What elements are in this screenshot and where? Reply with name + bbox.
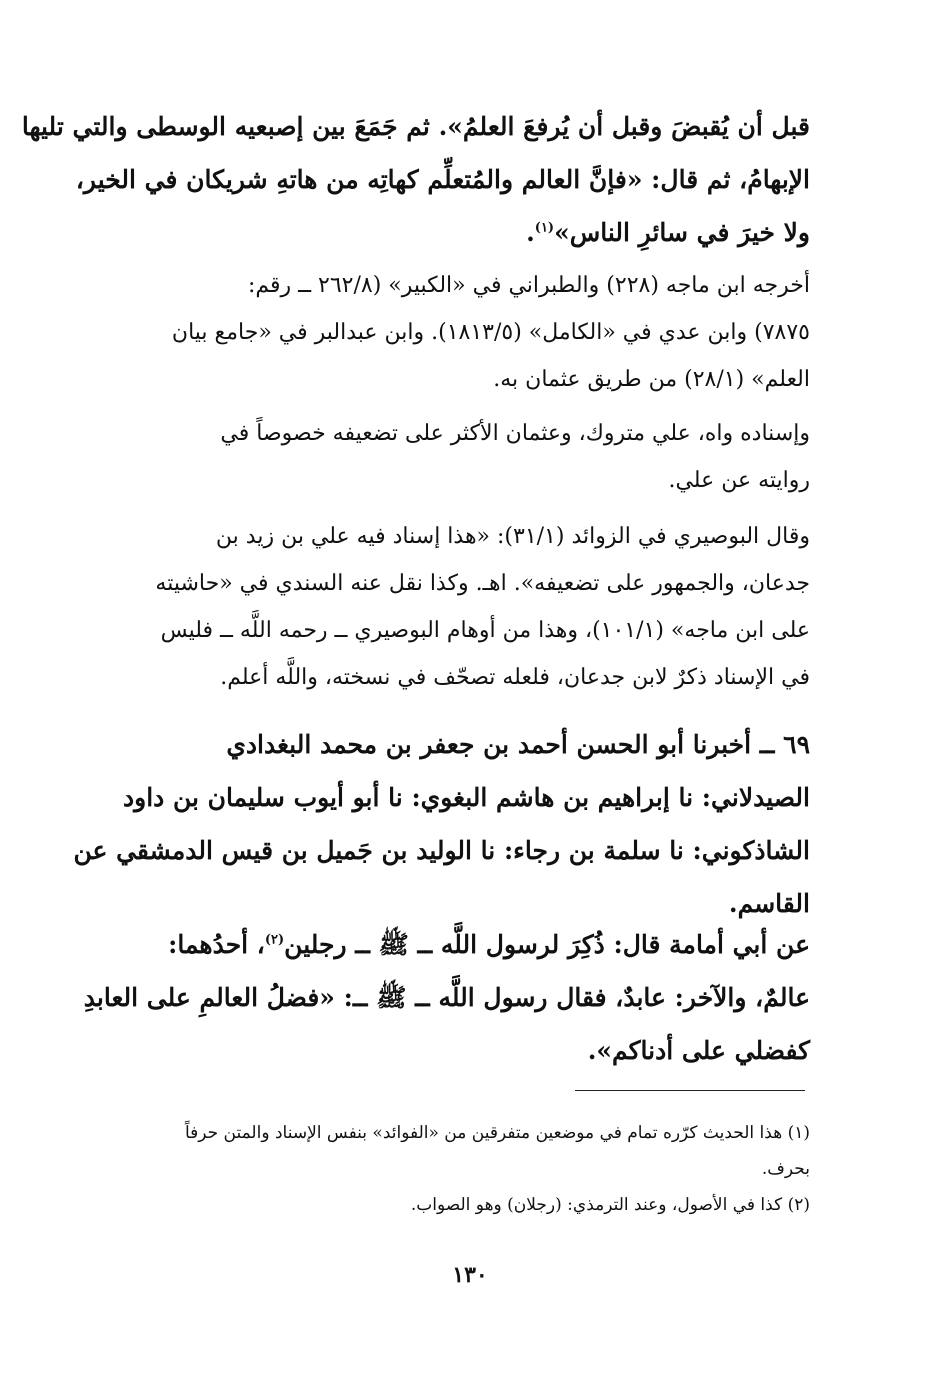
text-line: قبل أن يُقبضَ وقبل أن يُرفعَ العلمُ». ثم جَمَعَ بين إصبعيه الوسطى والتي تليها [21, 112, 810, 141]
footnote-marker: (٢) [264, 932, 285, 948]
text-line: جدعان، والجمهور على تضعيفه». اهـ. وكذا نقل عنه السندي في «حاشيته [155, 571, 810, 596]
text-line: وقال البوصيري في الزوائد (٣١/١): «هذا إسناد فيه علي بن زيد بن [215, 524, 810, 549]
hadith-text-continuation [21, 100, 810, 259]
footnotes [120, 1115, 810, 1223]
text-line: ٧٨٧٥) وابن عدي في «الكامل» (١٨١٣/٥). وابن عبدالبر في «جامع بيان [171, 320, 810, 345]
text-line: كفضلي على أدناكم». [587, 1036, 810, 1065]
text-span: ولا خيرَ في سائرِ الناس» [554, 218, 810, 247]
isnad-grading-paragraph [120, 410, 810, 504]
text-span: عن أبي أمامة قال: ذُكِرَ لرسول اللَّه ــ ﷺ ــ رجلين [284, 930, 810, 959]
text-line: روايته عن علي. [668, 468, 810, 493]
text-line: عالمٌ، والآخر: عابدٌ، فقال رسول اللَّه ــ ﷺ ــ: «فضلُ العالمِ على العابدِ [83, 983, 810, 1012]
hadith-69-matn [83, 918, 810, 1077]
text-line: على ابن ماجه» (١٠١/١)، وهذا من أوهام البوصيري ــ رحمه اللَّه ــ فليس [160, 618, 810, 643]
page-number: ١٣٠ [452, 1262, 488, 1288]
text-line [120, 918, 810, 971]
text-line: وإسناده واه، علي متروك، وعثمان الأكثر على تضعيفه خصوصاً في [220, 421, 810, 446]
footnote-separator [575, 1090, 805, 1091]
footnote-marker: (١) [534, 220, 555, 236]
text-span: . [526, 218, 535, 247]
text-line: ٦٩ ــ أخبرنا أبو الحسن أحمد بن جعفر بن محمد البغدادي [226, 730, 810, 759]
footnote-line: (٢) كذا في الأصول، وعند الترمذي: (رجلان) وهو الصواب. [410, 1195, 810, 1215]
text-line: أخرجه ابن ماجه (٢٢٨) والطبراني في «الكبير» (٢٦٢/٨ ــ رقم: [247, 273, 810, 298]
text-span: ، أحدُهما: [168, 930, 265, 959]
text-line: القاسم. [728, 889, 810, 918]
text-line: الصيدلاني: نا إبراهيم بن هاشم البغوي: نا أبو أيوب سليمان بن داود [123, 783, 810, 812]
text-line [120, 206, 810, 259]
text-line: العلم» (٢٨/١) من طريق عثمان به. [493, 367, 810, 392]
text-line: في الإسناد ذكرٌ لابن جدعان، فلعله تصحّف في نسخته، واللَّه أعلم. [220, 665, 810, 690]
text-line: الشاذكوني: نا سلمة بن رجاء: نا الوليد بن جَميل بن قيس الدمشقي عن [73, 836, 810, 865]
text-line: الإبهامُ، ثم قال: «فإنَّ العالم والمُتعلِّم كهاتِه من هاتهِ شريكان في الخير، [75, 165, 810, 194]
takhrij-paragraph [120, 262, 810, 403]
busiri-paragraph [120, 513, 810, 701]
footnote-line: بحرف. [761, 1159, 810, 1179]
footnote-line: (١) هذا الحديث كرّره تمام في موضعين متفرقين من «الفوائد» بنفس الإسناد والمتن حرفاً [184, 1123, 810, 1143]
hadith-69-isnad [73, 718, 810, 930]
